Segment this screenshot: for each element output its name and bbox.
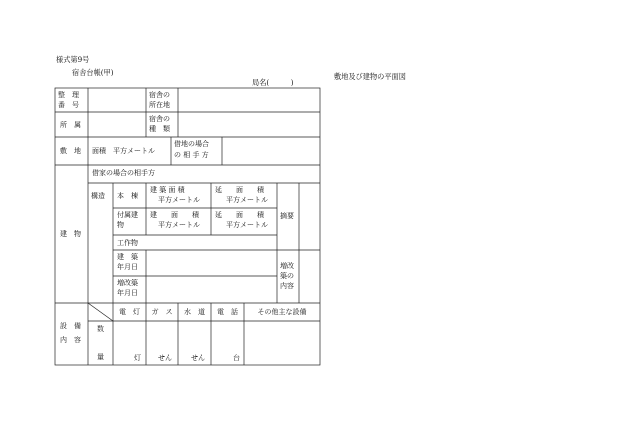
label-shakuchi-1: 借地の場合 bbox=[174, 140, 209, 148]
label-suryo-1: 数 bbox=[97, 325, 104, 333]
header-suido: 水 道 bbox=[184, 308, 205, 316]
label-area-unit: 面積 平方メートル bbox=[92, 147, 155, 155]
diagonal-slash bbox=[88, 303, 113, 321]
label-fuzoku-2: 物 bbox=[117, 221, 124, 229]
form-title: 宿舎台帳(甲) bbox=[72, 68, 114, 77]
label-nobe2-2: 平方メートル bbox=[226, 221, 268, 229]
header-gas: ガ ス bbox=[151, 308, 173, 316]
label-location-2: 所在地 bbox=[149, 101, 170, 109]
label-kenchiku-date-2: 年月日 bbox=[117, 263, 138, 271]
label-kenchiku2-2: 平方メートル bbox=[158, 221, 200, 229]
label-honmune: 本 棟 bbox=[117, 192, 138, 200]
label-kenchiku-2: 平方メートル bbox=[158, 196, 200, 204]
label-zokaichiku-date-2: 年月日 bbox=[117, 289, 138, 297]
label-kozo: 構造 bbox=[91, 192, 105, 200]
label-kenchiku-date-1: 建 築 bbox=[117, 253, 138, 261]
label-nobe-1: 延 面 積 bbox=[215, 186, 264, 194]
label-shakuchi-2: の 相 手 方 bbox=[174, 151, 209, 159]
label-shakuya: 借家の場合の相手方 bbox=[92, 169, 155, 177]
label-suryo-2: 量 bbox=[97, 353, 104, 361]
label-location-1: 宿舎の bbox=[149, 91, 170, 99]
label-nobe-2: 平方メートル bbox=[226, 196, 268, 204]
label-shozoku: 所 属 bbox=[60, 121, 81, 129]
label-seiri-2: 番 号 bbox=[58, 101, 79, 109]
form-number: 様式第9号 bbox=[56, 55, 90, 64]
header-denwa: 電 話 bbox=[217, 308, 238, 316]
label-setsubi-2: 内 容 bbox=[60, 336, 81, 344]
label-type-2: 種 類 bbox=[149, 125, 170, 133]
label-zokaichiku-date-1: 増改築 bbox=[117, 279, 138, 287]
header-dento: 電 灯 bbox=[119, 308, 140, 316]
bureau-label: 局名( ) bbox=[252, 78, 294, 87]
unit-denwa: 台 bbox=[233, 354, 240, 362]
unit-gas: せん bbox=[158, 354, 172, 362]
label-zokai-content-2: 築の bbox=[280, 272, 294, 280]
site-plan-title: 敷地及び建物の平面図 bbox=[334, 72, 406, 81]
label-type-1: 宿舎の bbox=[149, 115, 170, 123]
label-kosakubutsu: 工作物 bbox=[117, 239, 138, 247]
label-zokai-content-3: 内容 bbox=[280, 282, 294, 290]
header-other-equipment: その他主な設備 bbox=[257, 308, 307, 316]
label-seiri-1: 整 理 bbox=[58, 91, 79, 99]
unit-suido: せん bbox=[191, 354, 205, 362]
label-fuzoku-1: 付属建 bbox=[117, 211, 138, 219]
label-kenchiku-1: 建 築 面 積 bbox=[150, 186, 185, 194]
unit-dento: 灯 bbox=[134, 354, 141, 362]
label-kenchiku2-1: 建 面 積 bbox=[150, 211, 199, 219]
label-shikichi: 敷 地 bbox=[60, 147, 81, 155]
label-setsubi-1: 設 備 bbox=[60, 322, 81, 330]
label-tatemono: 建 物 bbox=[60, 230, 81, 238]
label-tekiyo: 摘要 bbox=[280, 212, 294, 220]
label-zokai-content-1: 増改 bbox=[280, 262, 294, 270]
label-nobe2-1: 延 面 積 bbox=[215, 211, 264, 219]
